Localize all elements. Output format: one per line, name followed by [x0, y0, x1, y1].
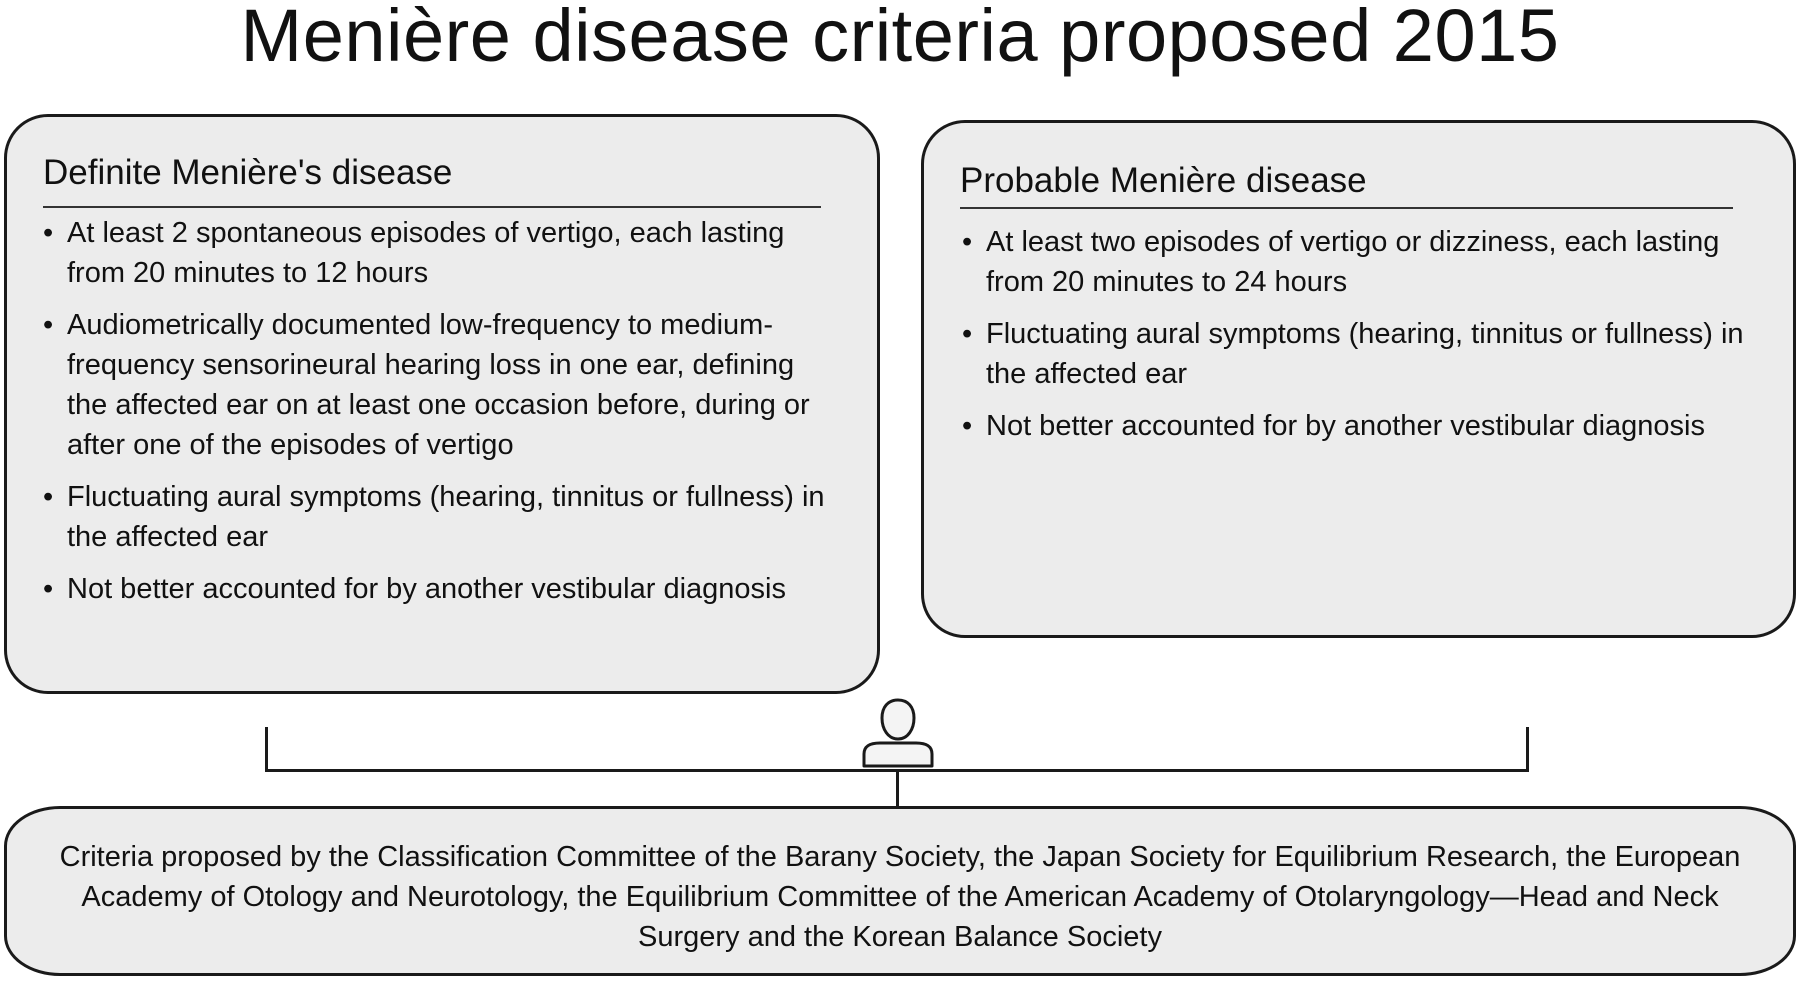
definite-criteria-box — [4, 114, 880, 694]
probable-criterion: • At least two episodes of vertigo or dizziness, each lasting from 20 minutes to 24 hours — [960, 222, 1760, 302]
definite-criterion: • Audiometrically documented low-frequency to medium-frequency sensorineural hearing loss in one ear, defining the affected ear on at least one occasion before, during or after one of the episodes of vertigo — [41, 305, 841, 465]
definite-criteria-list — [41, 213, 841, 621]
connector-left-riser — [265, 727, 268, 772]
source-box — [4, 806, 1796, 976]
source-text: Criteria proposed by the Classification Committee of the Barany Society, the Japan Society for Equilibrium Research, the European Academy of Otology and Neurotology, the Equilibrium Committee of the American Academy of Otolaryngology—Head and Neck Surgery and the Korean Balance Society — [59, 841, 1741, 953]
definite-criterion: • At least 2 spontaneous episodes of vertigo, each lasting from 20 minutes to 12 hours — [41, 213, 841, 293]
probable-criterion: • Not better accounted for by another vestibular diagnosis — [960, 406, 1760, 446]
probable-criterion: • Fluctuating aural symptoms (hearing, tinnitus or fullness) in the affected ear — [960, 314, 1760, 394]
person-icon — [860, 696, 936, 768]
probable-criteria-box — [921, 120, 1796, 638]
definite-heading: Definite Menière's disease — [43, 153, 453, 192]
connector-right-riser — [1526, 727, 1529, 772]
probable-heading-divider — [960, 207, 1733, 209]
definite-heading-divider — [43, 206, 821, 208]
definite-criterion: • Fluctuating aural symptoms (hearing, tinnitus or fullness) in the affected ear — [41, 477, 841, 557]
connector-stem — [896, 769, 899, 809]
probable-criteria-list — [960, 222, 1760, 458]
definite-criterion: • Not better accounted for by another vestibular diagnosis — [41, 569, 841, 609]
probable-heading: Probable Menière disease — [960, 161, 1367, 200]
page-title: Menière disease criteria proposed 2015 — [240, 0, 1560, 77]
